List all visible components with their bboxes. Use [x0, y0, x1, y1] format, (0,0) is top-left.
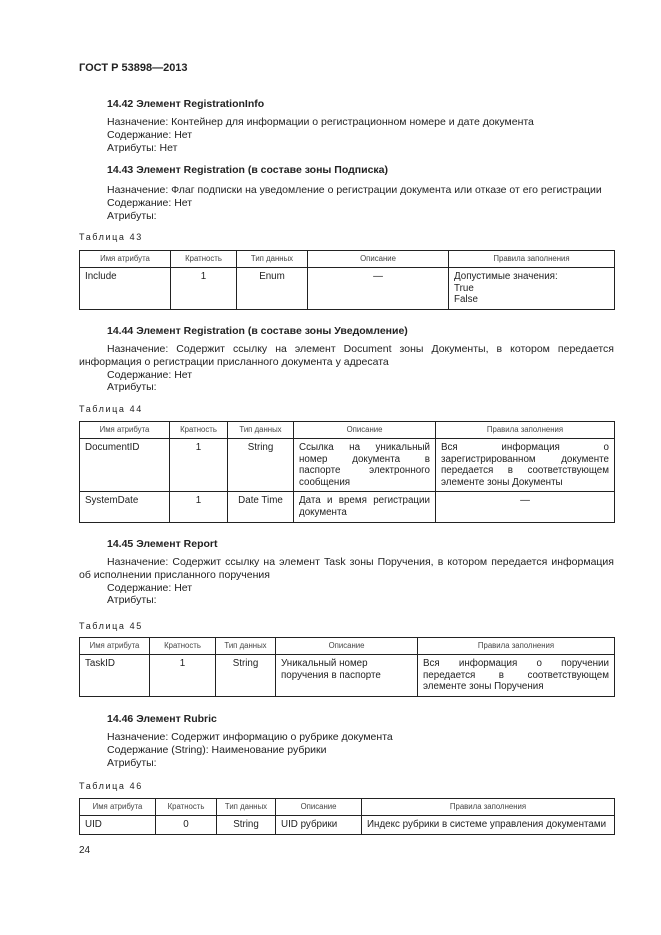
table-row — [80, 268, 615, 310]
table-row — [80, 816, 615, 835]
column-header: Имя атрибута — [80, 638, 150, 655]
column-header: Тип данных — [228, 422, 294, 439]
column-header: Кратность — [170, 422, 228, 439]
section-heading: 14.44 Элемент Registration (в составе зоны Уведомление) — [107, 325, 408, 337]
section-heading: 14.45 Элемент Report — [107, 538, 218, 550]
data-type-cell: String — [228, 439, 294, 492]
body-line: Содержание (String): Наименование рубрики — [107, 743, 327, 756]
table-caption: Таблица 43 — [79, 232, 143, 242]
column-header: Правила заполнения — [418, 638, 615, 655]
column-header: Правила заполнения — [362, 799, 615, 816]
fill-rules-cell: — — [436, 492, 615, 522]
section-heading: 14.46 Элемент Rubric — [107, 713, 217, 725]
body-line: Атрибуты: — [107, 209, 157, 222]
column-header: Кратность — [171, 251, 237, 268]
body-line: Атрибуты: — [107, 381, 157, 394]
section-heading: 14.43 Элемент Registration (в составе зоны Подписка) — [107, 164, 389, 176]
attributes-table — [79, 798, 615, 835]
body-line: Содержание: Нет — [107, 196, 193, 209]
attribute-name-cell: TaskID — [80, 655, 150, 697]
data-type-cell: Date Time — [228, 492, 294, 522]
data-type-cell: Enum — [237, 268, 308, 310]
description-cell: Дата и время регистрации документа — [294, 492, 436, 522]
column-header: Имя атрибута — [80, 422, 170, 439]
body-line: Назначение: Содержит ссылку на элемент Document зоны Документы, в котором передается информация о регистрации присланного документа у адресата — [79, 343, 614, 368]
fill-rules-cell: Вся информация о поручении передается в соответствующем элементе зоны Поручения — [418, 655, 615, 697]
multiplicity-cell: 1 — [170, 492, 228, 522]
fill-rules-cell: Допустимые значения: True False — [449, 268, 615, 310]
data-type-cell: String — [217, 816, 276, 835]
multiplicity-cell: 1 — [171, 268, 237, 310]
column-header: Описание — [308, 251, 449, 268]
attribute-name-cell: DocumentID — [80, 439, 170, 492]
body-line: Атрибуты: Нет — [107, 141, 178, 154]
table-row — [80, 492, 615, 522]
body-line: Назначение: Флаг подписки на уведомление о регистрации документа или отказе от его регистрации — [107, 184, 602, 196]
table-header-row — [80, 638, 615, 655]
body-line: Содержание: Нет — [107, 128, 193, 141]
description-cell: UID рубрики — [276, 816, 362, 835]
body-line: Назначение: Контейнер для информации о регистрационном номере и дате документа — [107, 116, 534, 128]
table-row — [80, 655, 615, 697]
table-caption: Таблица 44 — [79, 404, 143, 414]
column-header: Тип данных — [216, 638, 276, 655]
section-body — [79, 116, 614, 154]
data-type-cell: String — [216, 655, 276, 697]
column-header: Имя атрибута — [80, 251, 171, 268]
body-line: Содержание: Нет — [107, 368, 193, 381]
table-header-row — [80, 251, 615, 268]
attributes-table — [79, 250, 615, 310]
section-heading: 14.42 Элемент RegistrationInfo — [107, 98, 265, 110]
section-body — [79, 184, 614, 222]
column-header: Кратность — [156, 799, 217, 816]
column-header: Правила заполнения — [436, 422, 615, 439]
table-caption: Таблица 45 — [79, 621, 143, 631]
table-header-row — [80, 422, 615, 439]
body-line: Атрибуты: — [107, 756, 157, 769]
section-body — [79, 343, 614, 394]
body-line: Назначение: Содержит информацию о рубрике документа — [107, 731, 393, 743]
fill-rules-cell: Индекс рубрики в системе управления документами — [362, 816, 615, 835]
section-body — [79, 556, 614, 607]
table-row — [80, 439, 615, 492]
table-caption: Таблица 46 — [79, 781, 143, 791]
attributes-table — [79, 637, 615, 697]
description-cell: Уникальный номер поручения в паспорте — [276, 655, 418, 697]
column-header: Описание — [294, 422, 436, 439]
description-cell: Ссылка на уникальный номер документа в паспорте электронного сообщения — [294, 439, 436, 492]
body-line: Назначение: Содержит ссылку на элемент Task зоны Поручения, в котором передается информация об исполнении присланного поручения — [79, 556, 614, 581]
column-header: Описание — [276, 638, 418, 655]
multiplicity-cell: 1 — [170, 439, 228, 492]
column-header: Кратность — [150, 638, 216, 655]
section-body — [79, 731, 614, 769]
column-header: Имя атрибута — [80, 799, 156, 816]
attribute-name-cell: SystemDate — [80, 492, 170, 522]
attribute-name-cell: Include — [80, 268, 171, 310]
fill-rules-cell: Вся информация о зарегистрированном документе передается в соответствующем элементе зоны Документы — [436, 439, 615, 492]
column-header: Тип данных — [217, 799, 276, 816]
body-line: Содержание: Нет — [107, 581, 193, 594]
page-number: 24 — [79, 845, 91, 856]
body-line: Атрибуты: — [107, 594, 157, 607]
multiplicity-cell: 1 — [150, 655, 216, 697]
column-header: Правила заполнения — [449, 251, 615, 268]
attribute-name-cell: UID — [80, 816, 156, 835]
table-header-row — [80, 799, 615, 816]
document-header: ГОСТ Р 53898—2013 — [79, 62, 188, 74]
description-cell: — — [308, 268, 449, 310]
column-header: Тип данных — [237, 251, 308, 268]
attributes-table — [79, 421, 615, 523]
column-header: Описание — [276, 799, 362, 816]
multiplicity-cell: 0 — [156, 816, 217, 835]
